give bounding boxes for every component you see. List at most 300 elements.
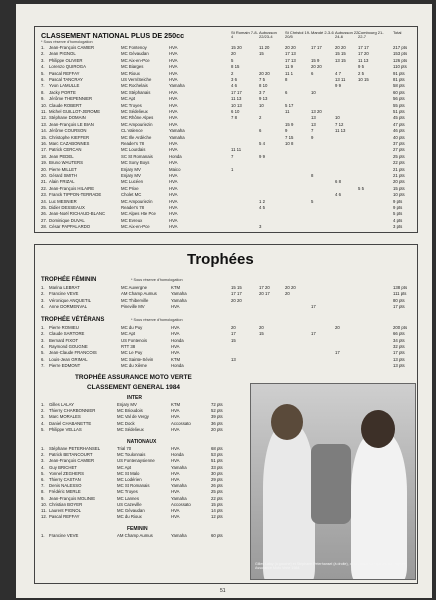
national-header-cell: Aubusson 22/23-4: [259, 30, 277, 40]
assurance-row-cell: 9.: [41, 495, 45, 501]
veterans-row-cell: MC Sainte-Sévin: [121, 356, 154, 362]
rider-left-head: [271, 404, 303, 440]
national-row-cell: 4 5: [259, 205, 265, 210]
assurance-row-cell: 3.: [41, 458, 45, 464]
national-header-cell: Total: [393, 30, 402, 35]
national-row-cell: 27.: [41, 217, 47, 223]
feminin-title: TROPHÉE FÉMININ: [41, 277, 97, 283]
national-row-cell: Lorenzo QUIROGA: [49, 64, 87, 70]
assurance-subtitle: CLASSEMENT GENERAL 1984: [87, 384, 180, 391]
national-row-cell: Pierre MILLET: [49, 166, 77, 172]
veterans-row-cell: Pierre EDMONT: [49, 362, 81, 368]
national-row-cell: US Vern/Seiche: [121, 77, 152, 82]
assurance-row-cell: Pascal REFFAY: [49, 514, 80, 520]
national-row-cell: 17.: [41, 147, 47, 153]
national-row-cell: 20 20: [335, 45, 346, 50]
veterans-row-cell: 4.: [41, 343, 45, 349]
assurance-row-cell: 20 pts: [211, 426, 223, 432]
national-row-cell: HVA: [169, 102, 178, 108]
national-row-cell: 13 15: [335, 57, 346, 63]
national-row-cell: 6 8: [335, 179, 341, 185]
veterans-row-cell: Jean-Claude FRANCOIS: [49, 350, 97, 356]
veterans-row-cell: 20: [259, 325, 264, 330]
veterans-row-cell: 1.: [41, 325, 45, 330]
page-number: 51: [220, 588, 226, 594]
assurance-row-cell: MC Sédelieux: [117, 426, 144, 432]
veterans-title: TROPHÉE VÉTÉRANS: [41, 317, 105, 323]
national-row-cell: 15 9: [311, 57, 320, 63]
national-row-cell: 21 pts: [393, 173, 405, 178]
veterans-row-cell: 17: [311, 331, 316, 337]
national-row-cell: HVA: [169, 109, 178, 114]
assurance-row-cell: 5.: [41, 426, 45, 432]
national-row-cell: 9.: [41, 96, 45, 102]
national-row-cell: 10 13: [231, 102, 242, 108]
national-row-cell: Philippe OLIVIER: [49, 57, 83, 63]
national-row-cell: SC St Romanais: [121, 153, 153, 159]
national-row-cell: MC Lourdais: [121, 147, 146, 153]
feminin-row-cell: KTM: [171, 285, 181, 290]
veterans-row-cell: 13 pts: [393, 356, 405, 362]
national-row-cell: 17 17: [358, 45, 369, 50]
assurance-row-cell: MC Lannes: [117, 495, 139, 501]
national-row-cell: 8 15: [231, 64, 240, 70]
assurance-row-cell: HVA: [171, 489, 180, 495]
veterans-row-cell: 15: [231, 337, 236, 343]
national-row-cell: HVA: [169, 89, 178, 95]
feminin-row-cell: 17: [311, 303, 316, 309]
national-row-cell: 8 10: [259, 83, 268, 89]
national-row-cell: 13: [311, 121, 316, 127]
assurance-row-cell: Accossato: [171, 501, 191, 507]
national-row-cell: 16.: [41, 141, 47, 146]
national-row-cell: 9 9: [335, 83, 341, 89]
national-row-cell: 4 6: [231, 83, 237, 89]
national-row-cell: 2: [259, 115, 262, 121]
national-row-cell: Didier DESSEAUX: [49, 205, 85, 210]
national-row-cell: HVA: [169, 198, 178, 204]
feminin-row-cell: HVA: [171, 303, 180, 309]
national-row-cell: 9 5: [358, 64, 364, 70]
national-ranking-panel: [34, 26, 418, 233]
veterans-row-cell: HVA: [171, 350, 180, 356]
national-row-cell: 40 pts: [393, 134, 405, 140]
veterans-row-cell: 3.: [41, 337, 45, 343]
rider-left-figure: [263, 424, 315, 580]
feminin-row-cell: 17 pts: [393, 303, 405, 309]
national-header-cell: St Romain 7-8-4: [231, 30, 258, 40]
national-row-cell: HVA: [169, 147, 178, 153]
veterans-row-cell: 2.: [41, 331, 45, 337]
feminin-row-cell: Marina LEBRAT: [49, 285, 80, 290]
national-row-cell: MC Ampouriezin: [121, 121, 153, 127]
national-row-cell: MC Gévaudan: [121, 51, 149, 57]
national-row-cell: 5: [311, 198, 314, 204]
national-row-cell: 17 13: [285, 51, 296, 57]
assurance-row-cell: Philippe VELLAS: [49, 426, 82, 432]
assurance-row-cell: MC St Romanais: [117, 483, 150, 489]
national-row-cell: 3 6: [231, 77, 237, 82]
national-row-cell: 18.: [41, 153, 47, 159]
national-row-cell: 153 pts: [393, 51, 408, 57]
national-row-cell: 20 20: [259, 70, 270, 76]
national-header-cell: Aubusson 22-24-6: [335, 30, 360, 40]
national-row-cell: 11: [285, 109, 290, 114]
national-row-cell: HVA: [169, 179, 178, 185]
assurance-row-cell: 1.: [41, 446, 45, 451]
assurance-row-cell: 26 pts: [211, 483, 223, 489]
assurance-row-cell: 12 pts: [211, 514, 223, 520]
national-row-cell: HVA: [169, 77, 178, 82]
assurance-row-cell: Daniel CHABANETTE: [49, 420, 92, 426]
national-row-cell: 14.: [41, 128, 47, 134]
assurance-row-cell: 22 pts: [211, 495, 223, 501]
assurance-row-cell: HVA: [171, 446, 180, 451]
national-row-cell: 6: [311, 70, 314, 76]
feminin-row-cell: Pineville MV: [121, 303, 145, 309]
assurance-row-cell: 39 pts: [211, 414, 223, 420]
assurance-row-cell: KTM: [171, 402, 181, 407]
national-row-cell: 9 9: [259, 153, 265, 159]
national-row-cell: 7: [231, 153, 234, 159]
national-row-cell: Jean PIGNOL: [49, 51, 76, 57]
national-row-cell: 6: [259, 128, 262, 134]
assurance-row-cell: Accossato: [171, 420, 191, 426]
assurance-row-cell: Christian BOYER: [49, 501, 83, 507]
national-row-cell: 28.: [41, 224, 47, 230]
assurance-row-cell: Yamaha: [171, 495, 187, 501]
feminin-row-cell: 1.: [41, 285, 45, 290]
feminin-row-cell: AM Champ Aumus: [121, 291, 157, 297]
veterans-row-cell: 5.: [41, 350, 45, 356]
national-row-cell: Dominique DUVAL: [49, 217, 85, 223]
national-row-cell: 26.: [41, 211, 47, 217]
national-row-cell: MC Aix-en-Pce: [121, 224, 150, 230]
motorcycle-shape: [311, 444, 351, 524]
national-row-cell: 37 pts: [393, 141, 405, 146]
veterans-row-cell: MC Apt: [121, 331, 136, 337]
assurance-row-cell: HVA: [171, 477, 180, 482]
assurance-row-cell: Yonnel ZEGHERS: [49, 470, 84, 476]
assurance-row-cell: 4.: [41, 464, 45, 470]
national-row-cell: 11 13: [358, 57, 369, 63]
national-row-cell: HVA: [169, 115, 178, 121]
feminin-row-cell: 20 20: [285, 285, 296, 290]
national-row-cell: Jean-Noël RICHAUD-BLANC: [49, 211, 106, 217]
veterans-row-cell: MC du Puy: [121, 325, 143, 330]
national-row-cell: 3: [259, 224, 262, 230]
national-row-cell: HVA: [169, 211, 178, 217]
assurance-row-cell: Frédéric MERLE: [49, 489, 81, 495]
national-row-cell: MC Rochelais: [121, 83, 148, 89]
national-row-cell: 1 2: [259, 198, 265, 204]
national-row-cell: Yamaha: [169, 83, 185, 89]
national-row-cell: 9 pts: [393, 205, 403, 210]
national-row-cell: 5 pts: [393, 211, 403, 217]
national-row-cell: Enjary MV: [121, 173, 141, 178]
veterans-row-cell: HVA: [171, 331, 180, 337]
veterans-row-cell: KTM: [171, 356, 181, 362]
national-row-cell: MC Sony Boys: [121, 160, 150, 166]
national-row-cell: 7: [311, 128, 314, 134]
rider-right-head: [361, 410, 395, 448]
assurance-row-cell: HVA: [171, 408, 180, 414]
assurance-row-cell: 12.: [41, 514, 47, 520]
national-row-cell: 11 1: [285, 70, 294, 76]
assurance-row-cell: 33 pts: [211, 464, 223, 470]
national-row-cell: 15.: [41, 134, 47, 140]
assurance-row-cell: HVA: [171, 470, 180, 476]
assurance-row-cell: Trial 70: [117, 446, 132, 451]
assurance-row-cell: 60 pts: [211, 533, 223, 539]
veterans-row-cell: RTT 38: [121, 343, 136, 349]
veterans-row-cell: MC Le Puy: [121, 350, 143, 356]
assurance-row-cell: 25 pts: [211, 489, 223, 495]
assurance-row-cell: MC Brioudois: [117, 408, 143, 414]
assurance-row-cell: Patrick BETANCOURT: [49, 452, 93, 458]
national-row-cell: 17 17: [231, 89, 242, 95]
national-row-cell: Jean PEDEL: [49, 153, 74, 159]
national-row-cell: 126 pts: [393, 57, 408, 63]
national-row-cell: 11.: [41, 109, 47, 114]
assurance-row-cell: 2.: [41, 408, 45, 414]
assurance-row-cell: US Cazeville: [117, 501, 142, 507]
assurance-row-cell: HVA: [171, 508, 180, 513]
national-row-cell: MC Aix-en-Pce: [121, 57, 150, 63]
national-row-cell: MC Prixe: [121, 185, 139, 191]
assurance-row-cell: 4.: [41, 420, 45, 426]
photo-caption: Gilles Lalay (à gauche) et Stéphane Peterhansel (à droite), deux beaux vainqueurs du Trophée Assurance Moto Verte 1984.: [255, 562, 407, 571]
assurance-row-cell: MC Dock: [117, 420, 135, 426]
assurance-row-cell: Laurent PIGNOL: [49, 508, 82, 513]
national-row-cell: 5 5: [358, 185, 364, 191]
national-row-cell: 6 10: [231, 109, 240, 114]
national-row-cell: 15 15: [335, 51, 346, 57]
national-row-cell: 21 pts: [393, 166, 405, 172]
feminin-row-cell: 20: [285, 291, 290, 297]
national-row-cell: 47 pts: [393, 121, 405, 127]
assurance-row-cell: MC Lodérien: [117, 477, 142, 482]
assurance-row-cell: HVA: [171, 514, 180, 520]
national-row-cell: Franck TIPPON-TERRADE: [49, 192, 102, 198]
national-row-cell: 7 5: [259, 77, 265, 82]
assurance-row-cell: 29 pts: [211, 477, 223, 482]
feminin-row-cell: 80 pts: [393, 297, 405, 303]
veterans-row-cell: HVA: [171, 343, 180, 349]
national-row-cell: 46 pts: [393, 128, 405, 134]
national-row-cell: MC Rhône Alpes: [121, 115, 154, 121]
national-row-cell: Pascal REFFAY: [49, 70, 80, 76]
assurance-row-cell: US Fontenaysienne: [117, 458, 155, 464]
national-row-cell: 4 7: [335, 70, 341, 76]
national-row-cell: 58 pts: [393, 83, 405, 89]
national-row-cell: Jean-François HILAIRE: [49, 185, 95, 191]
national-row-cell: MC Lucéen: [121, 179, 143, 185]
feminin-row-cell: Véronique ANQUETIL: [49, 297, 92, 303]
assurance-row-cell: MC St Malo: [117, 470, 140, 476]
national-row-cell: Jérôme THEPENNIER: [49, 96, 93, 102]
national-row-cell: 11 20: [259, 45, 270, 50]
national-row-cell: Michel GUILLOT-JEROME: [49, 109, 101, 114]
national-row-cell: 2: [231, 70, 234, 76]
national-row-cell: Enjary MV: [121, 166, 141, 172]
national-row-cell: 8: [311, 173, 314, 178]
national-row-cell: 20 20: [285, 45, 296, 50]
national-row-cell: HVA: [169, 224, 178, 230]
national-row-cell: Maico: [169, 166, 181, 172]
national-row-cell: 11 13: [335, 128, 346, 134]
assurance-row-cell: 7.: [41, 483, 45, 489]
assurance-row-cell: 11.: [41, 508, 47, 513]
national-row-cell: 5: [231, 57, 234, 63]
feminin-row-cell: 2.: [41, 291, 45, 297]
national-row-cell: Patrick CERCAN: [49, 147, 82, 153]
national-row-cell: 9: [285, 128, 288, 134]
veterans-row-cell: 6.: [41, 356, 45, 362]
assurance-row-cell: 53 pts: [211, 452, 223, 458]
national-row-cell: César PAPPALARDO: [49, 224, 91, 230]
assurance-row-cell: 36 pts: [211, 420, 223, 426]
national-row-cell: 9 13: [259, 96, 268, 102]
national-row-cell: Jacky PORTE: [49, 89, 76, 95]
national-row-cell: HVA: [169, 51, 178, 57]
veterans-row-cell: Honda: [171, 362, 184, 368]
national-row-cell: 20.: [41, 173, 47, 178]
national-row-cell: Christophe KIEFFER: [49, 134, 90, 140]
national-row-cell: Reader's 78: [121, 205, 145, 210]
assurance-section-heading: FEMININ: [127, 526, 148, 533]
veterans-row-cell: 66 pts: [393, 331, 405, 337]
assurance-row-cell: Denis NALESSO: [49, 483, 82, 489]
assurance-row-cell: 1.: [41, 533, 45, 539]
national-row-cell: MC Sédelieux: [121, 109, 148, 114]
national-row-cell: 2.: [41, 51, 45, 57]
national-row-cell: 3.: [41, 57, 45, 63]
national-row-cell: MC Fontenoy: [121, 45, 147, 50]
national-row-cell: Yvon LAMULLE: [49, 83, 80, 89]
national-header-cell: St Christol 19-20/5: [285, 30, 311, 40]
national-row-cell: 22 pts: [393, 160, 405, 166]
veterans-row-cell: 200 pts: [393, 325, 408, 330]
assurance-row-cell: HVA: [171, 426, 180, 432]
feminin-row-cell: 138 pts: [393, 285, 408, 290]
assurance-row-cell: 3.: [41, 414, 45, 420]
national-row-cell: 7 8: [231, 115, 237, 121]
national-row-cell: HVA: [169, 64, 178, 70]
national-row-cell: 13.: [41, 121, 47, 127]
feminin-row-cell: Francine VEVE: [49, 291, 79, 297]
assurance-row-cell: 8.: [41, 489, 45, 495]
national-row-cell: 12.: [41, 115, 47, 121]
national-row-cell: 7 12: [335, 121, 344, 127]
national-row-cell: 20 20: [311, 64, 322, 70]
assurance-row-cell: Yamaha: [171, 533, 187, 539]
national-row-cell: 2 5: [358, 70, 364, 76]
national-subtitle: * Sous réserve d'homologation: [41, 40, 93, 44]
national-row-cell: HVA: [169, 160, 178, 166]
national-row-cell: MC Apt: [121, 96, 136, 102]
national-row-cell: 17 17: [311, 45, 322, 50]
national-row-cell: Jean-François LE BIAN: [49, 121, 94, 127]
national-row-cell: 55 pts: [393, 102, 405, 108]
national-row-cell: 9 pts: [393, 198, 403, 204]
veterans-note: * Sous réserve d'homologation: [131, 318, 183, 322]
national-row-cell: 25 pts: [393, 153, 405, 159]
assurance-row-cell: Enjary MV: [117, 402, 137, 407]
national-row-cell: 17 13: [285, 57, 296, 63]
national-row-cell: 56 pts: [393, 96, 405, 102]
feminin-row-cell: MC Thiberville: [121, 297, 149, 303]
national-row-cell: 13: [311, 115, 316, 121]
assurance-row-cell: Honda: [171, 452, 184, 458]
feminin-row-cell: 17 20: [259, 285, 270, 290]
assurance-row-cell: 6.: [41, 477, 45, 482]
national-row-cell: 24.: [41, 198, 47, 204]
national-row-cell: 25.: [41, 205, 47, 210]
national-row-cell: 7 15: [285, 134, 294, 140]
national-row-cell: Pascal TANCRAY: [49, 77, 83, 82]
feminin-note: * Sous réserve d'homologation: [131, 278, 183, 282]
national-row-cell: 217 pts: [393, 45, 408, 50]
national-row-cell: 7.: [41, 83, 45, 89]
feminin-row-cell: 111 pts: [393, 291, 407, 297]
rider-right-figure: [351, 432, 407, 580]
assurance-row-cell: MC Toulonnais: [117, 452, 146, 458]
veterans-row-cell: HVA: [171, 325, 180, 330]
national-row-cell: 4.: [41, 64, 45, 70]
national-row-cell: 10: [311, 89, 316, 95]
assurance-row-cell: 68 pts: [211, 446, 223, 451]
national-row-cell: 17 20: [358, 51, 369, 57]
national-row-cell: Honda: [169, 153, 182, 159]
national-row-cell: 15 9: [285, 121, 294, 127]
assurance-row-cell: Marc MORALES: [49, 414, 81, 420]
national-row-cell: 11 9: [285, 64, 294, 70]
national-row-cell: Jean-François CAMIER: [49, 45, 95, 50]
national-row-cell: 21.: [41, 179, 47, 185]
national-row-cell: Yamaha: [169, 128, 185, 134]
national-row-cell: HVA: [169, 141, 178, 146]
national-row-cell: 91 pts: [393, 70, 405, 76]
national-row-cell: HVA: [169, 217, 178, 223]
national-header-cell: Combourg 21-22-7: [358, 30, 384, 40]
national-row-cell: 8.: [41, 89, 45, 95]
national-row-cell: MC Rioux: [121, 70, 140, 76]
national-row-cell: 3 7: [259, 89, 265, 95]
national-row-cell: 110 pts: [393, 64, 407, 70]
national-row-cell: Marc CAZABONNES: [49, 141, 90, 146]
feminin-row-cell: Yamaha: [171, 297, 187, 303]
national-row-cell: 6.: [41, 77, 45, 82]
assurance-row-cell: MC Troyes: [117, 489, 138, 495]
assurance-row-cell: Gilles LALAY: [49, 402, 74, 407]
trophees-panel: [34, 244, 418, 584]
national-row-cell: 3 pts: [393, 224, 403, 230]
assurance-row-cell: Jean-François CAMIER: [49, 458, 95, 464]
national-row-cell: Bruno WAUTERS: [49, 160, 83, 166]
national-row-cell: MC Biarges: [121, 64, 144, 70]
assurance-row-cell: 52 pts: [211, 408, 223, 414]
national-row-cell: 19.: [41, 160, 47, 166]
national-row-cell: 20.: [41, 166, 47, 172]
assurance-row-cell: Yamaha: [171, 464, 187, 470]
assurance-row-cell: 15 pts: [211, 501, 223, 507]
national-row-cell: 10 15: [358, 77, 369, 82]
national-row-cell: 1: [231, 166, 234, 172]
trophees-title: Trophées: [187, 251, 254, 268]
national-row-cell: 10.: [41, 102, 47, 108]
national-row-cell: 8: [285, 77, 288, 82]
